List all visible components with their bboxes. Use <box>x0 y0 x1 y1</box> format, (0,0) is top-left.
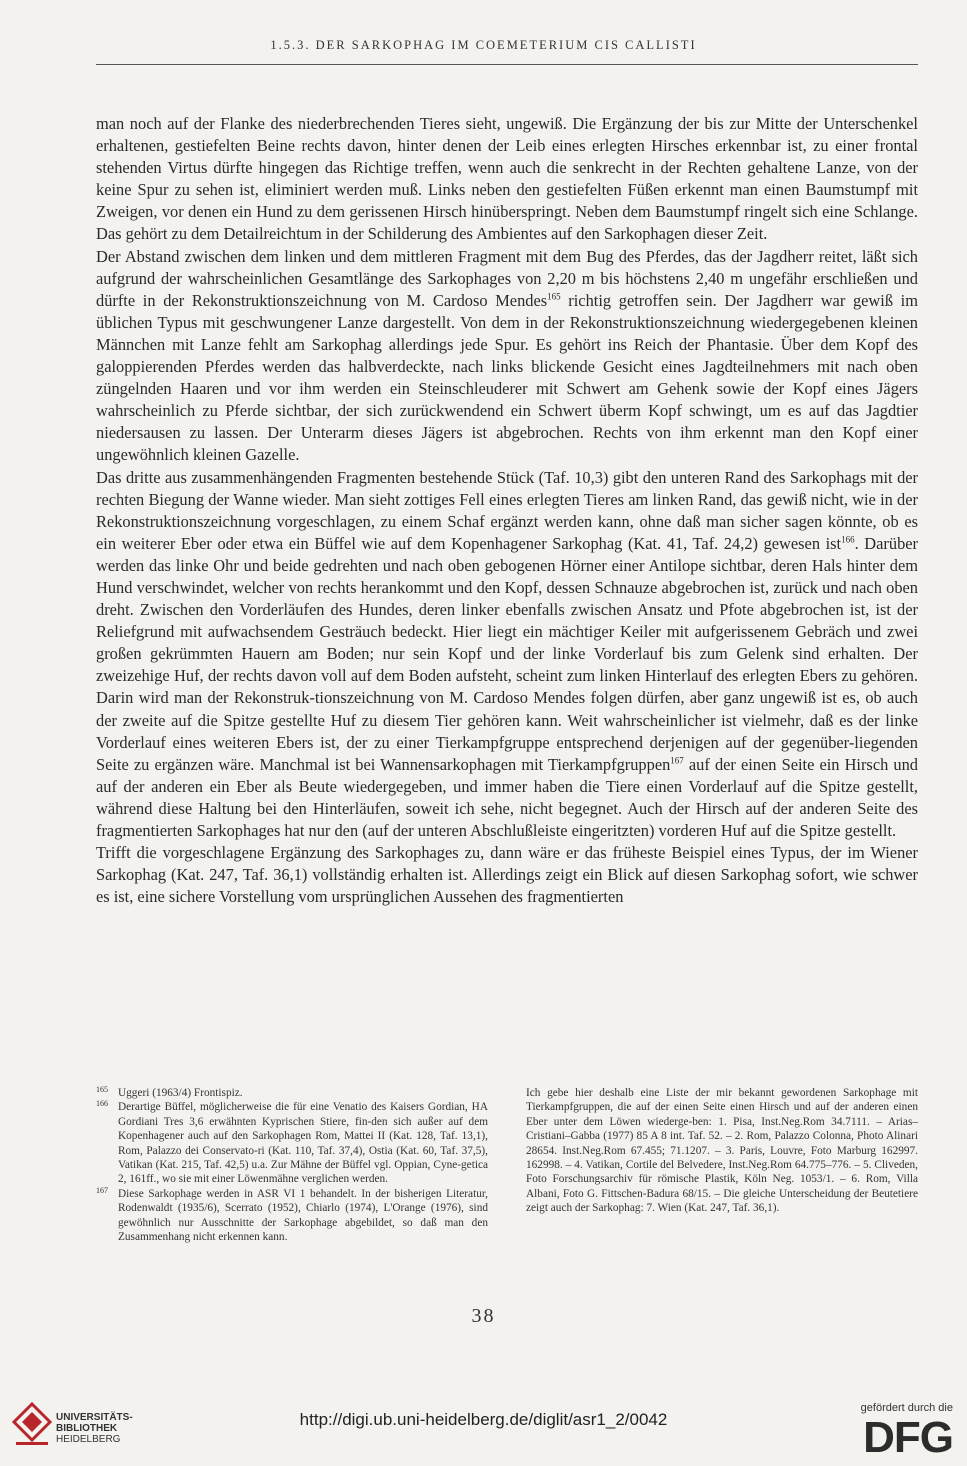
main-text <box>96 113 918 908</box>
footnote-ref: 165 <box>547 291 561 302</box>
header-rule <box>96 64 918 65</box>
footnote-ref: 167 <box>670 755 684 766</box>
page-number: 38 <box>471 1305 496 1327</box>
footnote-ref: 166 <box>841 534 855 545</box>
running-head: 1.5.3. DER SARKOPHAG IM COEMETERIUM CIS CALLISTI <box>270 38 697 52</box>
footnotes-right: Ich gebe hier deshalb eine Liste der mir bekannt gewordenen Sarkophage mit Tierkampfgruppen, die auf der einen Seite einen Hirsch und auf der anderen einen Eber unter dem Löwen wiederge-ben: 1. Pisa, Inst.Neg.Rom 34.7111. – Arias–Cristiani–Gabba (1977) 85 A 8 int. Taf. 52. – 2. Rom, Palazzo Colonna, Photo Alinari 28654. Inst.Neg.Rom 67.455; 71.1207. – 3. Paris, Louvre, Foto Marburg 162997. 162998. – 4. Vatikan, Cortile del Belvedere, Inst.Neg.Rom 64.775–776. – 5. Cliveden, Foto Forschungsarchiv für römische Plastik, Köln Neg. 1053/1. – 6. Rom, Villa Albani, Foto G. Fittschen-Badura 68/15. – Die gleiche Unterscheidung der Beutetiere zeigt auch der Sarkophag: 7. Wien (Kat. 247, Taf. 36,1). <box>526 1087 918 1215</box>
library-name: UNIVERSITÄTS- BIBLIOTHEK HEIDELBERG <box>56 1412 133 1445</box>
paragraph: man noch auf der Flanke des niederbrechenden Tieres sieht, ungewiß. Die Ergänzung der bis zur Mitte der Unterschenkel erhaltenen, gestiefelten Beine rechts davon, hinter denen der Leib eines erlegten Hirsches erkennbar ist, zu einer frontal stehenden Virtus dürfte hingegen das Richtige treffen, wenn auch die senkrecht in der Rechten gehaltene Lanze, von der keine Spur zu sehen ist, eliminiert werden muß. Links neben den gestiefelten Füßen erkennt man einen Baumstumpf mit Zweigen, vor denen ein Hund zu dem gerissenen Hirsch hinüberspringt. Neben dem Baumstumpf ringelt sich eine Schlange. Das gehört zu dem Detailreichtum in der Schilderung des Ambientes auf den Sarkophagen dieser Zeit. <box>96 114 918 244</box>
paragraph: Das dritte aus zusammenhängenden Fragmenten bestehende Stück (Taf. 10,3) gibt den unteren Rand des Sarkophags mit der rechten Biegung der Wanne wieder. Man sieht zottiges Fell eines erlegten Tieres am linken Rand, das gewiß nicht, wie in der Rekonstruktionszeichnung vorgeschlagen, zu einem Schaf ergänzt werden kann, ohne daß man sicher sagen könnte, ob es ein weiterer Eber oder etwa ein Büffel wie auf dem Kopenhagener Sarkophag (Kat. 41, Taf. 24,2) gewesen ist$^{166}$. Darüber werden das linke Ohr und beide gedrehten und nach oben gebogenen Hörner einer Antilope sichtbar, deren Hals hinter dem Hund verschwindet, welcher von rechts herankommt und den Kopf, dessen Schnauze abgebrochen ist, zurück und nach oben dreht. Zwischen den Vorderläufen des Hundes, deren linker ebenfalls zwischen Ansatz und Pfote abgebrochen ist, ist der Reliefgrund mit aufwachsendem Gesträuch bedeckt. Hier liegt ein mächtiger Keiler mit aufgerissenem Gebräch und zwei großen gekrümmten Hauern am Boden; nur sein Kopf und der linke Vorderlauf bis zum Gelenk sind erhalten. Der zweizehige Huf, der rechts davon voll auf dem Boden aufsteht, scheint zum linken Hinterlauf des erlegten Ebers zu gehören. Darin wird man der Rekonstruk-tionszeichnung von M. Cardoso Mendes folgen dürfen, aber ganz ungewiß ist es, ob auch der zweite auf die Spitze gestellte Huf zu diesem Tier gehören kann. Weit wahrscheinlicher ist vielmehr, daß es der linke Vorderlauf eines weiteren Ebers ist, der zu einer Tierkampfgruppe entsprechend derjenigen auf der gegenüber-liegenden Seite zu ergänzen wäre. Manchmal ist bei Wannensarkophagen mit Tierkampfgruppen$^{167}$ auf der einen Seite ein Hirsch und auf der anderen ein Eber als Beute wiedergegeben, und immer haben die Tiere einen Vorderlauf auf die Spitze gestellt, während diese Haltung bei den Hinterläufen, soweit ich sehe, nicht begegnet. Auch der Hirsch auf der anderen Seite des fragmentierten Sarkophages hat nur den (auf der unteren Abschlußleiste eingeritzten) vorderen Huf auf die Spitze gestellt. <box>96 467 918 840</box>
footnote: 167 Diese Sarkophage werden in ASR VI 1 behandelt. In der bisherigen Literatur, Rodenwaldt (1935/6), Scerrato (1952), Chiarlo (1974), L'Orange (1976), sind gewöhnlich nur Ausschnitte der Sarkophage abgebildet, so daß man den Zusammenhang nicht erkennen kann. <box>96 1185 488 1244</box>
source-url[interactable]: http://digi.ub.uni-heidelberg.de/diglit/asr1_2/0042 <box>299 1410 668 1429</box>
paragraph: Trifft die vorgeschlagene Ergänzung des Sarkophages zu, dann wäre er das früheste Beispiel eines Typus, der im Wiener Sarkophag (Kat. 247, Taf. 36,1) vollständig erhalten ist. Allerdings zeigt ein Blick auf diesen Sarkophag sofort, wie schwer es ist, eine sichere Vorstellung vom ursprünglichen Aussehen des fragmentierten <box>96 843 918 907</box>
footnote: 166 Derartige Büffel, möglicherweise die für eine Venatio des Kaisers Gordian, HA Gordiani Tres 3,6 erwähnten Kyprischen Stiere, fin-den sich außer auf dem Kopenhagener auch auf den Sarkophagen Rom, Mattei II (Kat. 128, Taf. 13,1), Rom, Palazzo dei Conservato-ri (Kat. 110, Taf. 37,4), Ostia (Kat. 60, Taf. 37,5), Vatikan (Kat. 215, Taf. 42,5) u.a. Zur Mähne der Büffel vgl. Oppian, Cyne-getica 2, 161ff., wo sie mit einer Löwenmähne verglichen werden. <box>96 1099 488 1186</box>
footnotes-left <box>96 1086 488 1244</box>
footnote: 165 Uggeri (1963/4) Frontispiz. <box>96 1085 243 1099</box>
dfg-logo: DFG <box>863 1413 953 1462</box>
paragraph: Der Abstand zwischen dem linken und dem mittleren Fragment mit dem Bug des Pferdes, das der Jagdherr reitet, läßt sich aufgrund der wahrscheinlichen Gesamtlänge des Sarkophages von 2,20 m bis höchstens 2,40 m ungefähr erschließen und dürfte in der Rekonstruktionszeichnung von M. Cardoso Mendes$^{165}$ richtig getroffen sein. Der Jagdherr war gewiß im üblichen Typus mit geschwungener Lanze dargestellt. Von dem in der Rekonstruktionszeichnung wiedergegebenen kleinen Männchen mit Lanze fehlt am Sarkophag allerdings jede Spur. Es gehört ins Reich der Phantasie. Über dem Kopf des galoppierenden Pferdes werden das halbverdeckte, nach links blickende Gesicht eines Jagdteilnehmers mit nach oben züngelnden Haaren und vor ihm werden ein Steinschleuderer mit Schwert am Gehenk sowie der Kopf eines Jägers wahrscheinlich zu Pferde sichtbar, der sich zurückwendend ein Schwert überm Kopf schwingt, um es auf das Jagdtier niedersausen zu lassen. Der Unterarm dieses Jägers ist abgebrochen. Rechts von ihm erkennt man den Kopf einer ungewöhnlich kleinen Gazelle. <box>96 246 918 465</box>
funded-by-label: gefördert durch die <box>860 1402 953 1414</box>
